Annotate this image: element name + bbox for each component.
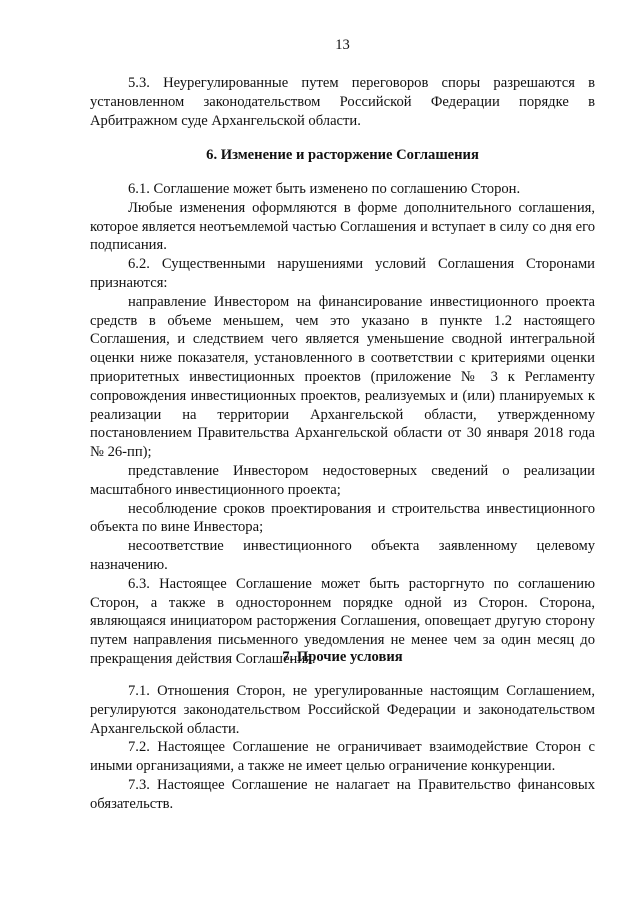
section-7-body (90, 682, 595, 814)
paragraph-7-2: 7.2. Настоящее Соглашение не ограничивает взаимодействие Сторон с иными организациями, а также не имеет целью ограничение конкуренции. (90, 739, 595, 775)
paragraph-6-1: 6.1. Соглашение может быть изменено по соглашению Сторон. (128, 181, 521, 197)
paragraph-6-2: 6.2. Существенными нарушениями условий Соглашения Сторонами признаются: (90, 256, 595, 291)
section-6-heading-block (90, 146, 595, 165)
section-7-heading: 7. Прочие условия (282, 649, 403, 665)
section-6-heading: 6. Изменение и расторжение Соглашения (206, 147, 479, 163)
paragraph-7-3: 7.3. Настоящее Соглашение не налагает на Правительство финансовых обязательств. (90, 776, 595, 812)
paragraph-5-3: 5.3. Неурегулированные путем переговоров споры разрешаются в установленном законодательством Российской Федерации порядке в Арбитражном суде Архангельской области. (90, 75, 595, 129)
paragraph-6-2-item-2: представление Инвестором недостоверных сведений о реализации масштабного инвестиционного проекта; (90, 462, 595, 498)
section-7-heading-block (90, 648, 595, 667)
paragraph-6-1-continued: Любые изменения оформляются в форме дополнительного соглашения, которое является неотъемлемой частью Соглашения и вступает в силу со дня его подписания. (90, 199, 595, 254)
paragraph-6-2-item-3: несоблюдение сроков проектирования и строительства инвестиционного объекта по вине Инвестора; (90, 500, 595, 536)
paragraph-7-1: 7.1. Отношения Сторон, не урегулированные настоящим Соглашением, регулируются законодательством Российской Федерации и законодательством Архангельской области. (90, 683, 595, 737)
paragraph-6-2-item-4: несоответствие инвестиционного объекта заявленному целевому назначению. (90, 538, 595, 573)
page-number: 13 (335, 37, 350, 53)
paragraph-6-2-item-1: направление Инвестором на финансирование инвестиционного проекта средств в объеме меньшем, чем это указано в пункте 1.2 настоящего Соглашения, и следствием чего является уменьшение сводной интегральной оценки ниже показателя, установленного в соответствии с критериями оценки приоритетных инвестиционных проектов (приложение № 3 к Регламенту сопровождения инвестиционных проектов, реализуемых и (или) планируемых к реализации на территории Архангельской области, утвержденному постановлением Правительства Архангельской области от 30 января 2018 года № 26-пп); (90, 293, 595, 461)
section-6-body (90, 180, 595, 669)
paragraph-6-3: 6.3. Настоящее Соглашение может быть расторгнуто по соглашению Сторон, а также в одностороннем порядке одной из Сторон. Сторона, являющаяся инициатором расторжения Соглашения, оповещает другую сторону путем направления письменного уведомления не менее чем за один месяц до прекращения действия Соглашения. (90, 575, 595, 667)
section-5-paragraph-5-3 (90, 74, 595, 130)
